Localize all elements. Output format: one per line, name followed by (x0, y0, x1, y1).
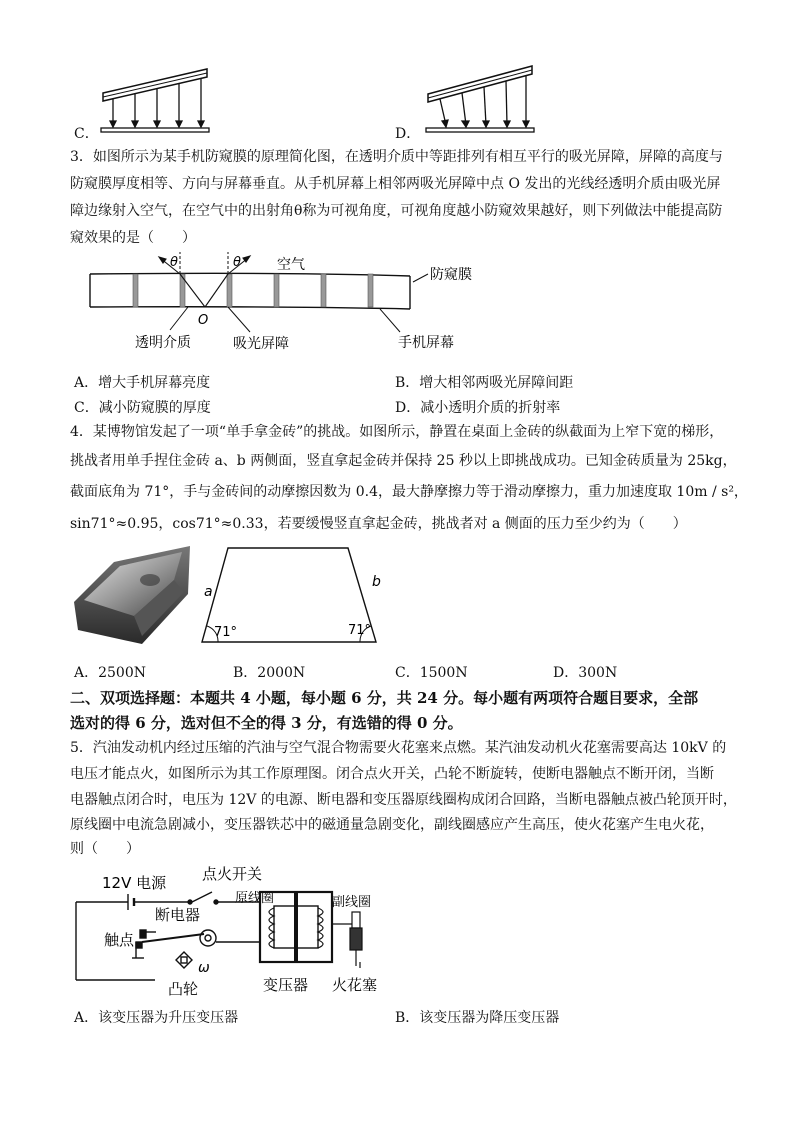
q4-line-4: sin71°≈0.95，cos71°≈0.33，若要缓慢竖直拿起金砖，挑战者对 a 侧面的压力至少约为（ ） (70, 516, 687, 532)
angle-right-label: 71° (348, 623, 372, 638)
contact-label: 触点 (104, 931, 135, 949)
q3-anti-peep-figure (80, 252, 500, 362)
q5-line-2: 电压才能点火，如图所示为其工作原理图。闭合点火开关，凸轮不断旋转，使断电器触点不断开闭，当断 (70, 766, 714, 782)
q4-option-b: B．2000N (233, 665, 306, 681)
q5-line-3: 电器触点闭合时，电压为 12V 的电源、断电器和变压器原线圈构成闭合回路，当断电器触点被凸轮顶开时， (70, 792, 737, 808)
breaker-label: 断电器 (155, 906, 201, 924)
transformer-label: 变压器 (263, 976, 309, 994)
q4-option-a: A．2500N (74, 665, 146, 681)
gold-brick-photo (70, 540, 200, 650)
q4-option-c: C．1500N (395, 665, 468, 681)
q5-option-a: A．该变压器为升压变压器 (74, 1010, 239, 1026)
medium-label: 透明介质 (135, 335, 191, 351)
option-d-figure (420, 62, 540, 140)
q4-line-2: 挑战者用单手捏住金砖 a、b 两侧面，竖直拿起金砖并保持 25 秒以上即挑战成功。已知金砖质量为 25kg， (70, 453, 737, 469)
option-c-label: C． (74, 126, 99, 142)
point-o-label: O (198, 313, 209, 328)
omega-label: ω (198, 960, 210, 976)
cam-label: 凸轮 (168, 980, 199, 998)
q3-option-d: D．减小透明介质的折射率 (395, 400, 561, 416)
secondary-coil-label: 副线圈 (332, 895, 372, 910)
q4-option-d: D．300N (553, 665, 618, 681)
theta-right: θ (233, 255, 241, 270)
q4-line-1: 4．某博物馆发起了一项“单手拿金砖”的挑战。如图所示，静置在桌面上金砖的纵截面为上窄下宽的梯形， (70, 424, 724, 440)
spark-plug-label: 火花塞 (332, 976, 378, 994)
side-a-label: a (204, 584, 213, 600)
q5-line-4: 原线圈中电流急剧减小，变压器铁芯中的磁通量急剧变化，副线圈感应产生高压，使火花塞产生电火花， (70, 817, 714, 833)
screen-label: 手机屏幕 (398, 335, 454, 351)
switch-label: 点火开关 (202, 865, 263, 883)
q3-option-c: C．减小防窥膜的厚度 (74, 400, 211, 416)
q3-option-a: A．增大手机屏幕亮度 (74, 375, 211, 391)
q5-ignition-circuit-figure (70, 862, 400, 1002)
film-label: 防窥膜 (430, 267, 472, 283)
q3-line-3: 障边缘射入空气，在空气中的出射角θ称为可视角度，可视角度越小防窥效果越好，则下列做法中能提高防 (70, 203, 723, 219)
primary-coil-label: 原线圈 (235, 891, 275, 906)
q3-line-4: 窥效果的是（ ） (70, 230, 196, 246)
angle-left-label: 71° (214, 625, 238, 640)
section2-heading-1: 二、双项选择题：本题共 4 小题，每小题 6 分，共 24 分。每小题有两项符合题目要求，全部 (70, 689, 699, 707)
q5-line-5: 则（ ） (70, 841, 140, 857)
side-b-label: b (372, 574, 381, 590)
q5-option-b: B．该变压器为降压变压器 (395, 1010, 560, 1026)
section2-heading-2: 选对的得 6 分，选对但不全的得 3 分，有选错的得 0 分。 (70, 714, 463, 732)
power-label: 12V 电源 (102, 874, 167, 892)
theta-left: θ (170, 255, 178, 270)
q4-trapezoid-figure (198, 540, 393, 655)
q4-line-3: 截面底角为 71°，手与金砖间的动摩擦因数为 0.4，最大静摩擦力等于滑动摩擦力，重力加速度取 10m / s²， (70, 484, 748, 500)
q3-line-2: 防窥膜厚度相等、方向与屏幕垂直。从手机屏幕上相邻两吸光屏障中点 O 发出的光线经透明介质由吸光屏 (70, 176, 721, 192)
q3-line-1: 3．如图所示为某手机防窥膜的原理简化图，在透明介质中等距排列有相互平行的吸光屏障，屏障的高度与 (70, 149, 723, 165)
air-label: 空气 (277, 257, 305, 273)
q3-option-b: B．增大相邻两吸光屏障间距 (395, 375, 574, 391)
q5-line-1: 5．汽油发动机内经过压缩的汽油与空气混合物需要火花塞来点燃。某汽油发动机火花塞需要高达 10kV 的 (70, 740, 727, 756)
barrier-label: 吸光屏障 (233, 336, 289, 352)
option-c-figure (95, 65, 215, 140)
option-d-label: D． (395, 126, 421, 142)
